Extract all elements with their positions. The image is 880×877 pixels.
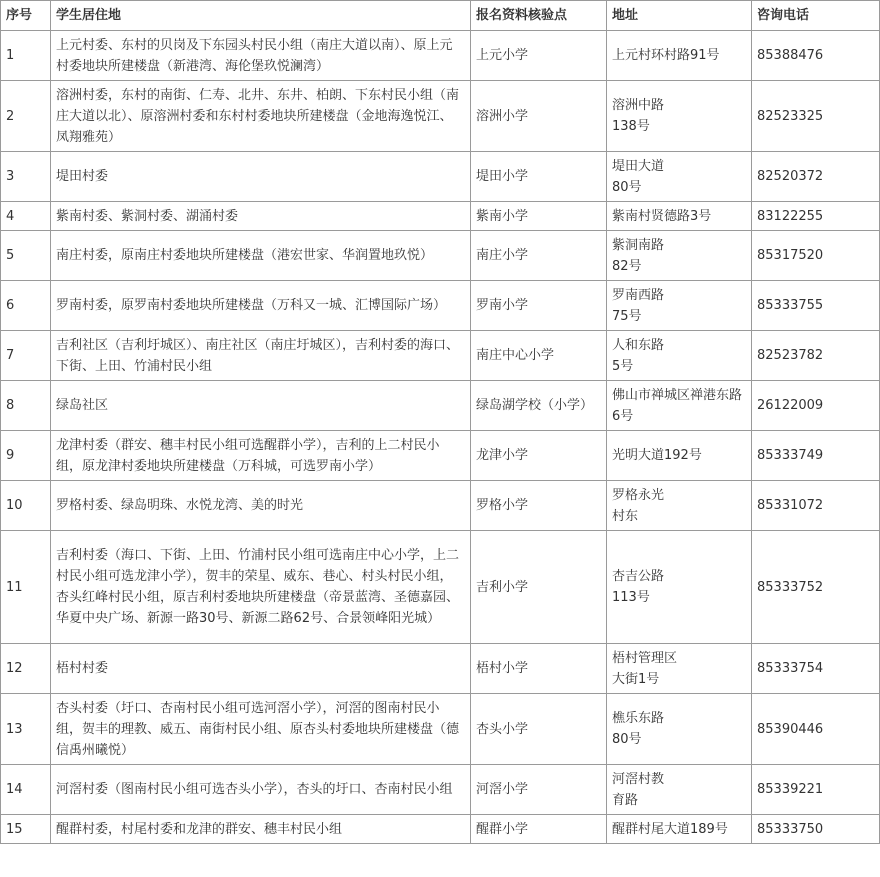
table-row bbox=[1, 431, 880, 481]
cell-address: 紫洞南路 82号 bbox=[607, 231, 752, 281]
cell-residence: 河滘村委（图南村民小组可选杏头小学），杏头的圩口、杏南村民小组 bbox=[51, 765, 471, 815]
cell-index: 3 bbox=[1, 152, 51, 202]
cell-phone: 85333752 bbox=[752, 531, 880, 644]
cell-verification-point: 溶洲小学 bbox=[471, 81, 607, 152]
header-verification-point: 报名资料核验点 bbox=[471, 1, 607, 31]
cell-address: 堤田大道 80号 bbox=[607, 152, 752, 202]
table-row bbox=[1, 152, 880, 202]
cell-index: 5 bbox=[1, 231, 51, 281]
table-row bbox=[1, 281, 880, 331]
cell-address: 河滘村教 育路 bbox=[607, 765, 752, 815]
cell-verification-point: 梧村小学 bbox=[471, 644, 607, 694]
cell-address: 紫南村贤德路3号 bbox=[607, 202, 752, 231]
table-row bbox=[1, 531, 880, 644]
table-row bbox=[1, 381, 880, 431]
cell-phone: 85331072 bbox=[752, 481, 880, 531]
cell-verification-point: 醒群小学 bbox=[471, 815, 607, 844]
cell-verification-point: 上元小学 bbox=[471, 31, 607, 81]
cell-index: 14 bbox=[1, 765, 51, 815]
table-row bbox=[1, 644, 880, 694]
cell-verification-point: 龙津小学 bbox=[471, 431, 607, 481]
cell-index: 12 bbox=[1, 644, 51, 694]
cell-address: 罗南西路 75号 bbox=[607, 281, 752, 331]
cell-verification-point: 河滘小学 bbox=[471, 765, 607, 815]
header-residence: 学生居住地 bbox=[51, 1, 471, 31]
cell-address: 杏吉公路 113号 bbox=[607, 531, 752, 644]
cell-verification-point: 堤田小学 bbox=[471, 152, 607, 202]
cell-verification-point: 紫南小学 bbox=[471, 202, 607, 231]
cell-index: 13 bbox=[1, 694, 51, 765]
cell-address: 人和东路 5号 bbox=[607, 331, 752, 381]
cell-phone: 85333750 bbox=[752, 815, 880, 844]
cell-residence: 堤田村委 bbox=[51, 152, 471, 202]
cell-address: 溶洲中路 138号 bbox=[607, 81, 752, 152]
header-index: 序号 bbox=[1, 1, 51, 31]
cell-residence: 吉利村委（海口、下街、上田、竹浦村民小组可选南庄中心小学，上二村民小组可选龙津小学），贺丰的荣星、威东、巷心、村头村民小组，杏头红峰村民小组，原吉利村委地块所建楼盘（帝景蓝湾、圣德嘉园、华夏中央广场、新源一路30号、新源二路62号、合景领峰阳光城） bbox=[51, 531, 471, 644]
cell-index: 9 bbox=[1, 431, 51, 481]
cell-verification-point: 南庄中心小学 bbox=[471, 331, 607, 381]
table-row bbox=[1, 694, 880, 765]
cell-address: 醒群村尾大道189号 bbox=[607, 815, 752, 844]
cell-residence: 梧村村委 bbox=[51, 644, 471, 694]
table-header-row bbox=[1, 1, 880, 31]
cell-phone: 26122009 bbox=[752, 381, 880, 431]
cell-residence: 溶洲村委，东村的南街、仁寿、北井、东井、柏朗、下东村民小组（南庄大道以北）、原溶洲村委和东村村委地块所建楼盘（金地海逸悦江、凤翔雅苑） bbox=[51, 81, 471, 152]
cell-address: 罗格永光 村东 bbox=[607, 481, 752, 531]
cell-address: 梧村管理区 大街1号 bbox=[607, 644, 752, 694]
cell-verification-point: 罗格小学 bbox=[471, 481, 607, 531]
cell-index: 7 bbox=[1, 331, 51, 381]
cell-index: 15 bbox=[1, 815, 51, 844]
cell-residence: 罗南村委，原罗南村委地块所建楼盘（万科又一城、汇博国际广场） bbox=[51, 281, 471, 331]
cell-phone: 85317520 bbox=[752, 231, 880, 281]
cell-residence: 醒群村委，村尾村委和龙津的群安、穗丰村民小组 bbox=[51, 815, 471, 844]
cell-phone: 83122255 bbox=[752, 202, 880, 231]
cell-index: 6 bbox=[1, 281, 51, 331]
cell-phone: 85333754 bbox=[752, 644, 880, 694]
table-row bbox=[1, 765, 880, 815]
cell-phone: 85388476 bbox=[752, 31, 880, 81]
cell-phone: 82523782 bbox=[752, 331, 880, 381]
cell-residence: 南庄村委，原南庄村委地块所建楼盘（港宏世家、华润置地玖悦） bbox=[51, 231, 471, 281]
cell-verification-point: 吉利小学 bbox=[471, 531, 607, 644]
cell-residence: 吉利社区（吉利圩城区）、南庄社区（南庄圩城区），吉利村委的海口、下街、上田、竹浦村民小组 bbox=[51, 331, 471, 381]
cell-address: 佛山市禅城区禅港东路6号 bbox=[607, 381, 752, 431]
cell-verification-point: 杏头小学 bbox=[471, 694, 607, 765]
header-phone: 咨询电话 bbox=[752, 1, 880, 31]
table-row bbox=[1, 81, 880, 152]
cell-phone: 85333755 bbox=[752, 281, 880, 331]
cell-index: 4 bbox=[1, 202, 51, 231]
cell-address: 上元村环村路91号 bbox=[607, 31, 752, 81]
cell-residence: 绿岛社区 bbox=[51, 381, 471, 431]
cell-index: 8 bbox=[1, 381, 51, 431]
cell-residence: 罗格村委、绿岛明珠、水悦龙湾、美的时光 bbox=[51, 481, 471, 531]
cell-phone: 85390446 bbox=[752, 694, 880, 765]
cell-verification-point: 南庄小学 bbox=[471, 231, 607, 281]
header-address: 地址 bbox=[607, 1, 752, 31]
cell-index: 10 bbox=[1, 481, 51, 531]
table-row bbox=[1, 481, 880, 531]
table-row bbox=[1, 231, 880, 281]
table-row bbox=[1, 31, 880, 81]
cell-verification-point: 罗南小学 bbox=[471, 281, 607, 331]
cell-residence: 龙津村委（群安、穗丰村民小组可选醒群小学），吉利的上二村民小组，原龙津村委地块所建楼盘（万科城，可选罗南小学） bbox=[51, 431, 471, 481]
cell-index: 1 bbox=[1, 31, 51, 81]
cell-index: 11 bbox=[1, 531, 51, 644]
cell-residence: 紫南村委、紫洞村委、湖涌村委 bbox=[51, 202, 471, 231]
cell-verification-point: 绿岛湖学校（小学） bbox=[471, 381, 607, 431]
cell-address: 光明大道192号 bbox=[607, 431, 752, 481]
cell-phone: 85333749 bbox=[752, 431, 880, 481]
cell-phone: 82523325 bbox=[752, 81, 880, 152]
cell-phone: 85339221 bbox=[752, 765, 880, 815]
cell-index: 2 bbox=[1, 81, 51, 152]
cell-phone: 82520372 bbox=[752, 152, 880, 202]
cell-address: 樵乐东路 80号 bbox=[607, 694, 752, 765]
cell-residence: 杏头村委（圩口、杏南村民小组可选河滘小学），河滘的图南村民小组，贺丰的理教、威五、南街村民小组、原杏头村委地块所建楼盘（德信禹州曦悦） bbox=[51, 694, 471, 765]
cell-residence: 上元村委、东村的贝岗及下东园头村民小组（南庄大道以南）、原上元村委地块所建楼盘（新港湾、海伦堡玖悦澜湾） bbox=[51, 31, 471, 81]
table-row bbox=[1, 331, 880, 381]
table-row bbox=[1, 202, 880, 231]
table-row bbox=[1, 815, 880, 844]
